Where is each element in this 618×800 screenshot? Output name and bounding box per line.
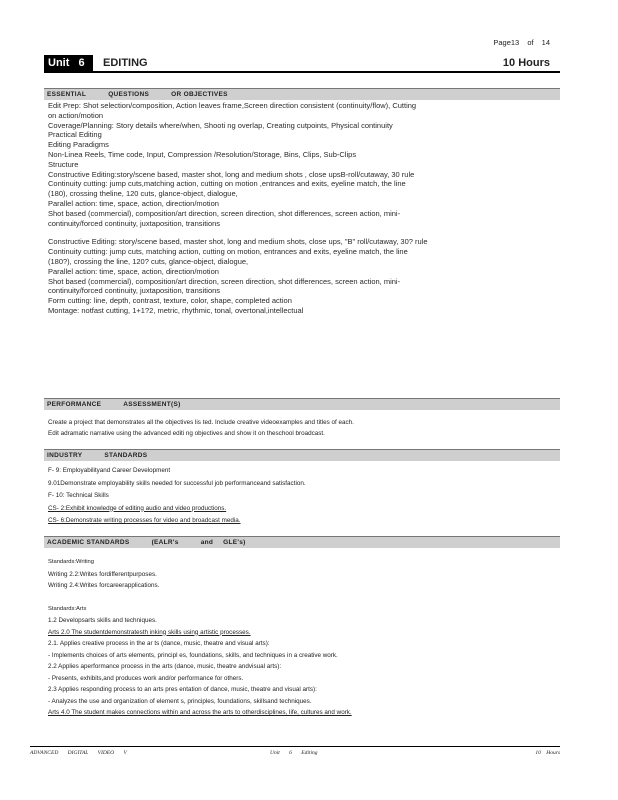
essential-questions-body xyxy=(48,101,560,316)
arts-line: 2.1. Applies creative process in the ar ts (dance, music, theatre and visual arts): xyxy=(48,640,270,647)
industry-line: F- 10: Technical Skills xyxy=(48,492,109,499)
essential-questions-header: ESSENTIAL QUESTIONS OR OBJECTIVES xyxy=(44,88,560,100)
essential-line: continuity/forced continuity, juxtaposition, transitions xyxy=(48,218,221,228)
performance-assessment-header: PERFORMANCE ASSESSMENT(S) xyxy=(44,398,560,410)
essential-line: Shot based (commercial), composition/art direction, screen direction, shot differences, screen action, mini- xyxy=(48,208,401,218)
writing-line: Writing 2.2:Writes fordifferentpurposes. xyxy=(48,570,157,578)
industry-line: 9.01Demonstrate employability skills needed for successful job performanceand satisfaction. xyxy=(48,479,306,487)
essential-line: (180?), crossing the line, 120? cuts, glance-object, dialogue, xyxy=(48,256,249,266)
footer-rule xyxy=(30,746,560,747)
essential-line: Practical Editing xyxy=(48,130,102,140)
essential-line: Continuity cutting: jump cuts, matching action, cutting on motion, entrances and exits, eyeline match, the line xyxy=(48,247,408,257)
essential-line: Form cutting: line, depth, contrast, texture, color, shape, completed action xyxy=(48,296,292,306)
writing-title: Standards:Writing xyxy=(48,559,94,565)
essential-line: Continuity cutting: jump cuts,matching action, cutting on motion ,entrances and exits, eyeline match, the line xyxy=(48,179,406,189)
footer-unit: Unit 6 Editing xyxy=(270,750,318,756)
footer-course: ADVANCED DIGITAL VIDEO V xyxy=(30,750,127,756)
academic-standards-header: ACADEMIC STANDARDS (EALR's and GLE's) xyxy=(44,536,560,548)
essential-line: (180), crossing theline, 120 cuts, glance-object, dialogue, xyxy=(48,189,238,199)
academic-standards-body xyxy=(48,557,560,719)
unit-label: Unit 6 xyxy=(44,55,93,71)
arts-title: Standards:Arts xyxy=(48,605,87,612)
industry-standards-header: INDUSTRY STANDARDS xyxy=(44,449,560,461)
performance-assessment-body xyxy=(48,417,560,439)
essential-line: continuity/forced continuity, juxtaposition, transitions xyxy=(48,286,221,296)
essential-line: Shot based (commercial), composition/art direction, screen direction, shot differences, screen action, mini- xyxy=(48,276,401,286)
essential-line: Editing Paradigms xyxy=(48,140,109,150)
footer-hours: 10 Hours xyxy=(535,750,560,756)
essential-line: on action/motion xyxy=(48,110,104,120)
unit-title: EDITING xyxy=(103,57,148,69)
unit-hours: 10 Hours xyxy=(502,57,550,69)
essential-line: Parallel action: time, space, action, direction/motion xyxy=(48,198,219,208)
arts-line: - Presents, exhibits,and produces work and/or performance for others. xyxy=(48,674,244,682)
title-rule xyxy=(44,71,560,73)
essential-line: Constructive Editing:story/scene based, master shot, long and medium shots , close upsB-roll/cutaway, 30 rule xyxy=(48,169,415,179)
arts-line: 2.3 Applies responding process to an arts pres entation of dance, music, theatre and visual arts): xyxy=(48,686,317,693)
essential-line: Parallel action: time, space, action, direction/motion xyxy=(48,266,219,276)
arts-line: - Implements choices of arts elements, principl es, foundations, skills, and techniques in a creative work. xyxy=(48,651,338,659)
writing-line: Writing 2.4:Writes forcareerapplications. xyxy=(48,582,160,589)
industry-line: CS- 6:Demonstrate writing processes for video and broadcast media. xyxy=(48,517,241,524)
performance-line: Create a project that demonstrates all the objectives lis ted. Include creative videoexamples and titles of each. xyxy=(48,419,354,426)
essential-line: Coverage/Planning: Story details where/when, Shooti ng overlap, Creating cutpoints, Physical continuity xyxy=(48,120,393,130)
essential-line: Non-Linea Reels, Time code, Input, Compression /Resolution/Storage, Bins, Clips, Sub-Clips xyxy=(48,149,357,159)
industry-standards-body xyxy=(48,465,560,528)
arts-line: 2.2 Applies aperformance process in the arts (dance, music, theatre andvisual arts): xyxy=(48,663,282,670)
arts-line: - Analyzes the use and organization of element s, principles, foundations, skillsand techniques. xyxy=(48,697,312,705)
essential-line: Montage: notfast cutting, 1+1?2, metric, rhythmic, tonal, overtonal,intellectual xyxy=(48,305,304,315)
arts-line: 1.2 Developsarts skills and techniques. xyxy=(48,617,157,624)
essential-line: Constructive Editing: story/scene based, master shot, long and medium shots, close ups, "B" roll/cutaway, 30? rule xyxy=(48,237,428,247)
industry-line: F- 9: Employabilityand Career Development xyxy=(48,467,171,474)
arts-line: Arts 4.0 The student makes connections within and across the arts to otherdisciplines, life, cultures and work. xyxy=(48,709,352,716)
performance-line: Edit adramatic narrative using the advanced editi ng objectives and show it on theschool broadcast. xyxy=(48,430,325,437)
essential-line: Structure xyxy=(48,159,79,169)
page-number: Page13 of 14 xyxy=(493,38,550,47)
arts-line: Arts 2.0 The studentdemonstratesth inking skills using artistic processes. xyxy=(48,628,251,636)
essential-line: Edit Prep: Shot selection/composition, Action leaves frame,Screen direction consistent (continuity/flow), Cutting xyxy=(48,101,417,110)
industry-line: CS- 2:Exhibit knowledge of editing audio and video productions. xyxy=(48,504,227,512)
